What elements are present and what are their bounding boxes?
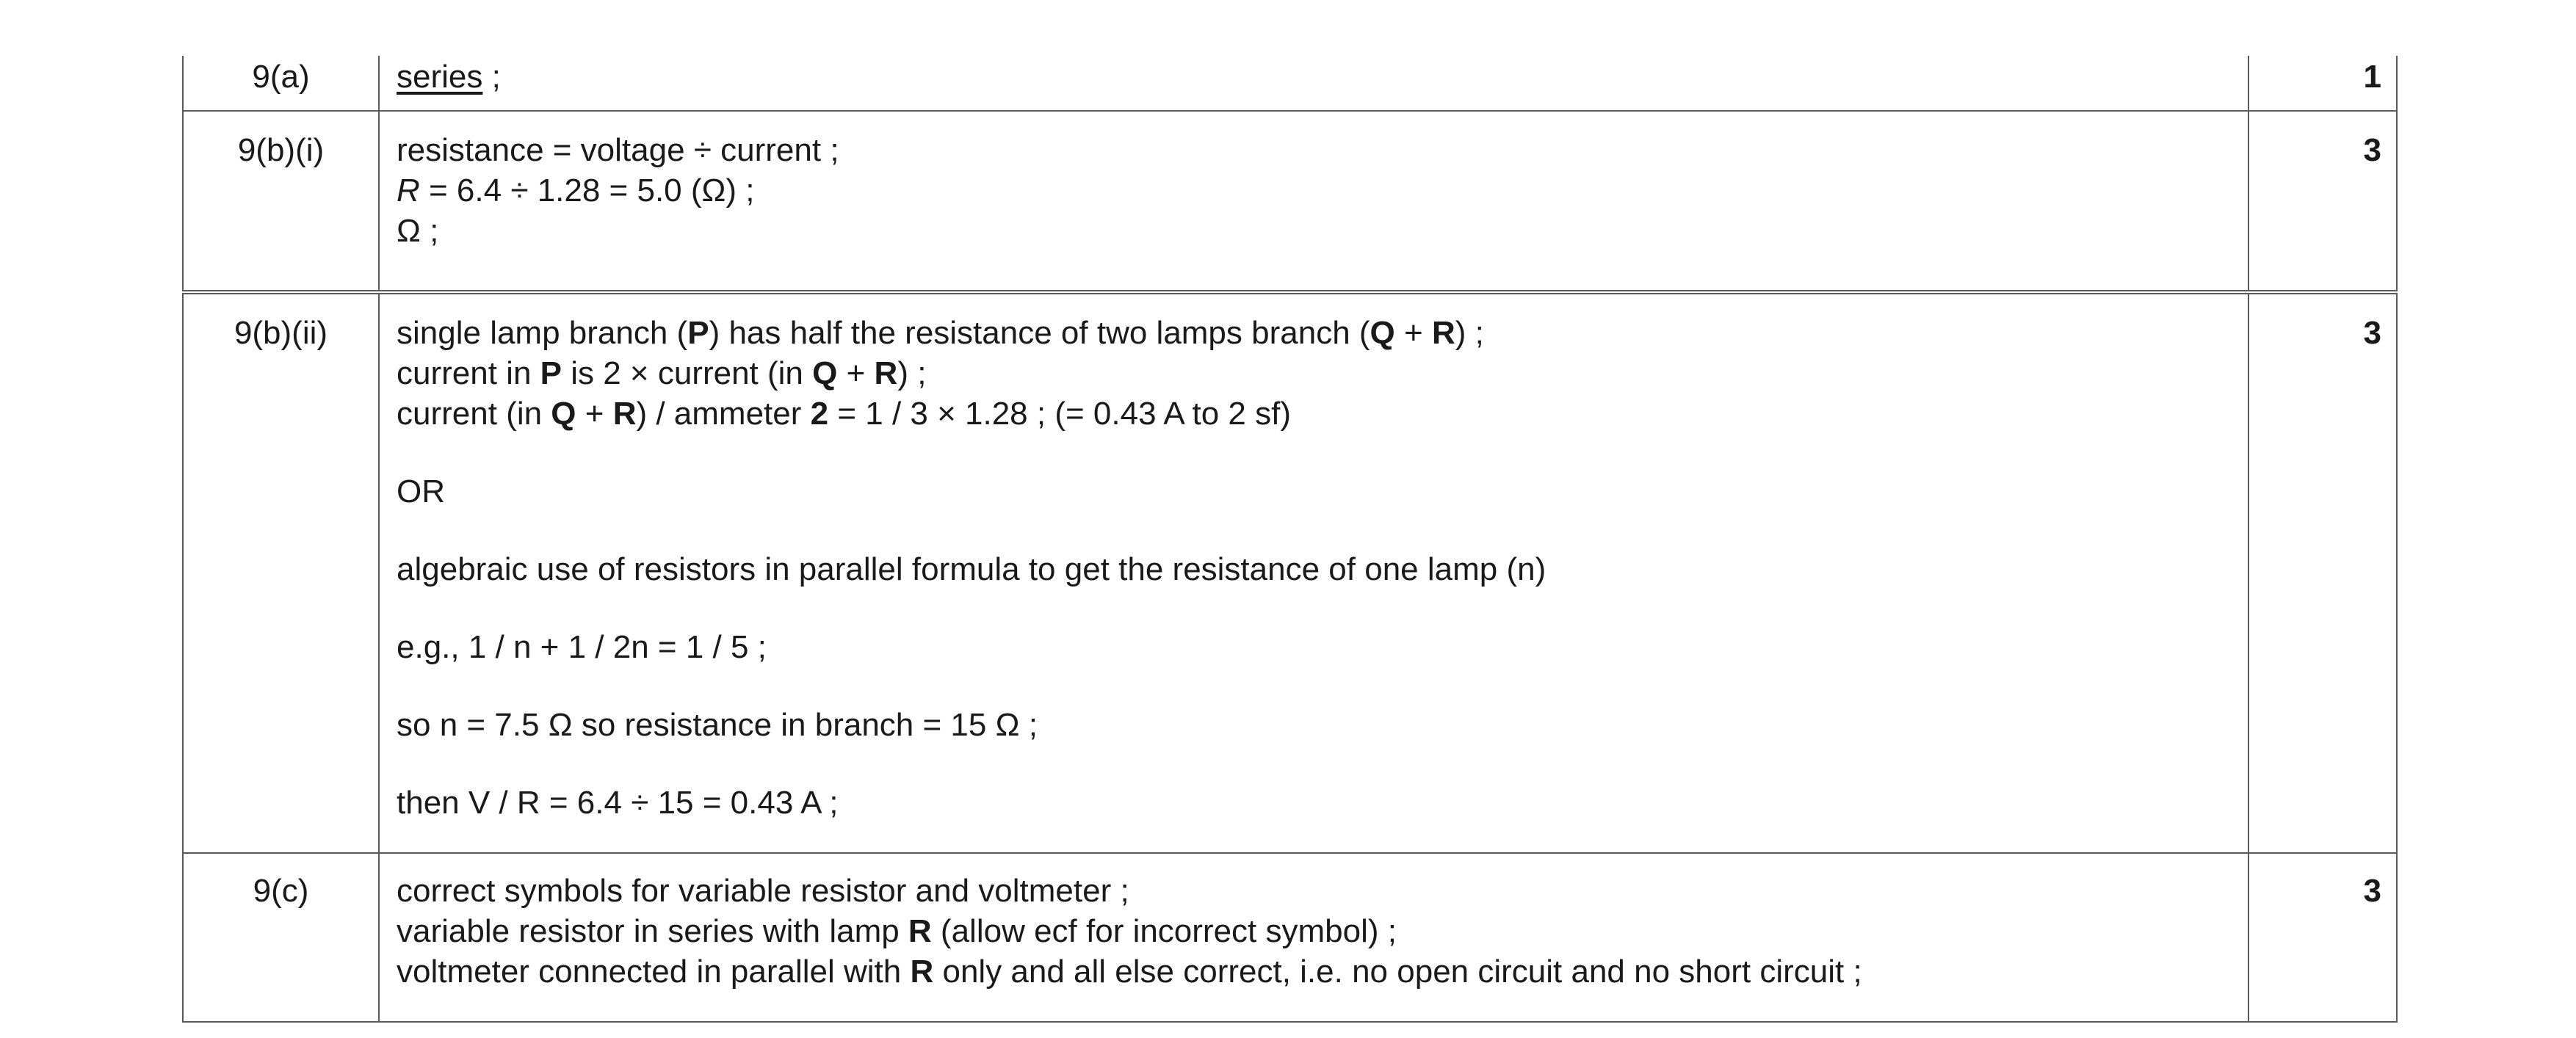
answer-line: e.g., 1 / n + 1 / 2n = 1 / 5 ;: [397, 629, 767, 665]
question-number: 9(a): [183, 56, 379, 111]
answer-line: then V / R = 6.4 ÷ 15 = 0.43 A ;: [397, 785, 839, 821]
marks-value: 3: [2248, 292, 2397, 853]
answer-line: algebraic use of resistors in parallel formula to get the resistance of one lamp (n): [397, 551, 1546, 587]
answer-line: variable resistor in series with lamp R (allow ecf for incorrect symbol) ;: [397, 913, 1397, 949]
answer-line: Ω ;: [397, 213, 439, 249]
table-row: [183, 853, 2397, 1022]
answer-line: so n = 7.5 Ω so resistance in branch = 15 Ω ;: [397, 707, 1038, 743]
marks-value: 1: [2248, 56, 2397, 111]
symbol-italic: R: [397, 173, 420, 208]
answer-line: correct symbols for variable resistor and voltmeter ;: [397, 873, 1129, 909]
answer-cell: [379, 56, 2248, 111]
marks-value: 3: [2248, 111, 2397, 292]
answer-line: current (in Q + R) / ammeter 2 = 1 / 3 × 1.28 ; (= 0.43 A to 2 sf): [397, 396, 1291, 432]
question-number: 9(b)(i): [183, 111, 379, 292]
answer-cell: [379, 292, 2248, 853]
mark-scheme-table: [182, 56, 2398, 1023]
answer-line: current in P is 2 × current (in Q + R) ;: [397, 355, 927, 391]
question-number: 9(b)(ii): [183, 292, 379, 853]
answer-cell: [379, 853, 2248, 1022]
table-row: [183, 292, 2397, 853]
answer-line: single lamp branch (P) has half the resistance of two lamps branch (Q + R) ;: [397, 315, 1484, 351]
marks-value: 3: [2248, 853, 2397, 1022]
answer-line: voltmeter connected in parallel with R only and all else correct, i.e. no open circuit and no short circuit ;: [397, 954, 1862, 990]
table-row: [183, 111, 2397, 292]
underlined-keyword: series: [397, 59, 483, 95]
or-separator: OR: [397, 473, 445, 509]
question-number: 9(c): [183, 853, 379, 1022]
answer-line: resistance = voltage ÷ current ;: [397, 132, 839, 168]
table-row: [183, 56, 2397, 111]
answer-line: series ;: [397, 59, 501, 95]
answer-cell: [379, 111, 2248, 292]
answer-line: R = 6.4 ÷ 1.28 = 5.0 (Ω) ;: [397, 173, 755, 208]
